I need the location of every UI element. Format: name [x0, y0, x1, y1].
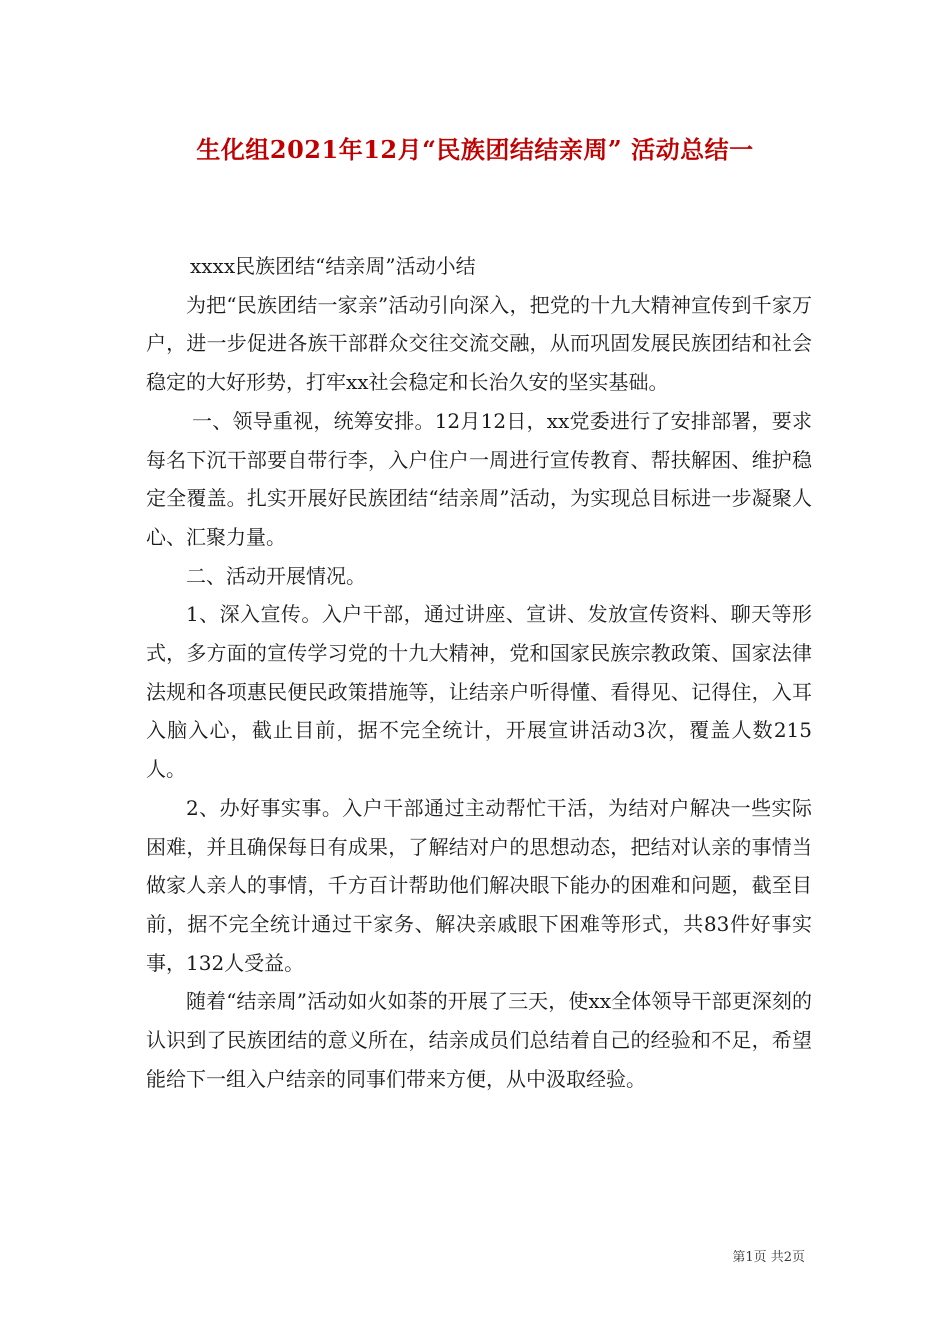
document-title: 生化组2021年12月“民族团结结亲周” 活动总结一: [196, 135, 754, 164]
paragraph-conclusion: 随着“结亲周”活动如火如荼的开展了三天，使xx全体领导干部更深刻的认识到了民族团结的意义所在，结亲成员们总结着自己的经验和不足，希望能给下一组入户结亲的同事们带来方便，从中汲取经验。: [146, 989, 812, 1091]
paragraph-item-two: 2、办好事实事。入户干部通过主动帮忙干活，为结对户解决一些实际困难，并且确保每日有成果，了解结对户的思想动态，把结对认亲的事情当做家人亲人的事情，千方百计帮助他们解决眼下能办的困难和问题，截至目前，据不完全统计通过干家务、解决亲戚眼下困难等形式，共83件好事实事，132人受益。: [146, 795, 812, 975]
page-number-footer: 第1页 共2页: [732, 1250, 805, 1265]
document-body: [146, 247, 812, 1098]
paragraph-section-two-heading: 二、活动开展情况。: [186, 563, 366, 588]
paragraph-intro: 为把“民族团结一家亲”活动引向深入，把党的十九大精神宣传到千家万户，进一步促进各族干部群众交往交流交融，从而巩固发展民族团结和社会稳定的大好形势，打牢xx社会稳定和长治久安的坚实基础。: [146, 292, 812, 395]
paragraph-section-one: 一、领导重视，统筹安排。12月12日，xx党委进行了安排部署，要求每名下沉干部要自带行李，入户住户一周进行宣传教育、帮扶解困、维护稳定全覆盖。扎实开展好民族团结“结亲周”活动，为实现总目标进一步凝聚人心、汇聚力量。: [146, 408, 812, 549]
paragraph-item-one: 1、深入宣传。入户干部，通过讲座、宣讲、发放宣传资料、聊天等形式，多方面的宣传学习党的十九大精神，党和国家民族宗教政策、国家法律法规和各项惠民便民政策措施等，让结亲户听得懂、看得见、记得住，入耳入脑入心，截止目前，据不完全统计，开展宣讲活动3次，覆盖人数215人。: [146, 602, 812, 782]
document-subtitle: xxxx民族团结“结亲周”活动小结: [190, 254, 476, 278]
